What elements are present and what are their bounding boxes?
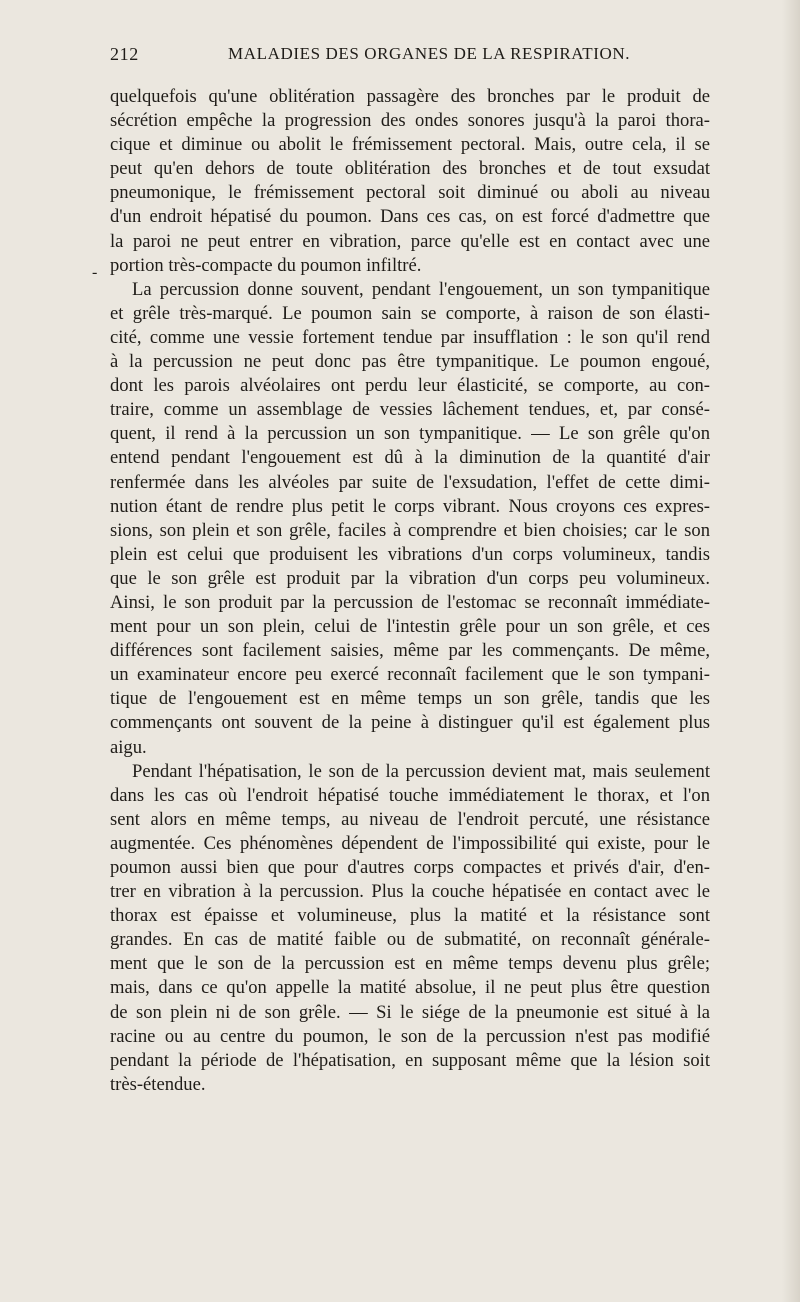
text-line: grandes. En cas de matité faible ou de submatité, on reconnaît générale- xyxy=(110,929,710,951)
text-line: traire, comme un assemblage de vessies lâchement tendues, et, par consé- xyxy=(110,399,710,421)
text-line: pneumonique, le frémissement pectoral soit diminué ou aboli au niveau xyxy=(110,182,710,204)
body-text xyxy=(110,85,710,1097)
text-line: quent, il rend à la percussion un son tympanitique. — Le son grêle qu'on xyxy=(110,423,710,445)
text-line: de son plein ni de son grêle. — Si le siége de la pneumonie est situé à la xyxy=(110,1001,710,1023)
text-line: à la percussion ne peut donc pas être tympanitique. Le poumon engoué, xyxy=(110,351,710,373)
text-line: dans les cas où l'endroit hépatisé touche immédiatement le thorax, et l'on xyxy=(110,784,710,806)
text-line: trer en vibration à la percussion. Plus la couche hépatisée en contact avec le xyxy=(110,881,710,903)
text-line: cique et diminue ou abolit le frémissement pectoral. Mais, outre cela, il se xyxy=(110,134,710,156)
text-line: plein est celui que produisent les vibrations d'un corps volumineux, tandis xyxy=(110,543,710,565)
text-line: portion très-compacte du poumon infiltré. xyxy=(110,254,422,276)
text-line: un examinateur encore peu exercé reconnaît facilement que le son tympani- xyxy=(110,664,710,686)
text-line: Ainsi, le son produit par la percussion de l'estomac se reconnaît immédiate- xyxy=(110,591,710,613)
text-line: renfermée dans les alvéoles par suite de l'exsudation, l'effet de cette dimi- xyxy=(110,471,710,493)
page-header xyxy=(110,44,710,70)
text-line: thorax est épaisse et volumineuse, plus la matité et la résistance sont xyxy=(110,905,710,927)
text-line: ment que le son de la percussion est en même temps devenu plus grêle; xyxy=(110,953,710,975)
text-line: cité, comme une vessie fortement tendue par insufflation : le son qu'il rend xyxy=(110,326,710,348)
text-line: aigu. xyxy=(110,736,147,758)
text-line: sions, son plein et son grêle, faciles à comprendre et bien choisies; car le son xyxy=(110,519,710,541)
margin-mark: - xyxy=(92,264,98,281)
text-line: d'un endroit hépatisé du poumon. Dans ces cas, on est forcé d'admettre que xyxy=(110,206,710,228)
text-line: mais, dans ce qu'on appelle la matité absolue, il ne peut plus être question xyxy=(110,977,710,999)
page-number: 212 xyxy=(110,44,139,64)
text-line: commençants ont souvent de la peine à distinguer qu'il est également plus xyxy=(110,712,710,734)
text-line: poumon aussi bien que pour d'autres corps compactes et privés d'air, d'en- xyxy=(110,857,710,878)
text-line: peut qu'en dehors de toute oblitération des bronches et de tout exsudat xyxy=(110,158,710,180)
paragraph-start-line: Pendant l'hépatisation, le son de la percussion devient mat, mais seulement xyxy=(132,760,710,782)
text-line: quelquefois qu'une oblitération passagère des bronches par le produit de xyxy=(110,86,710,107)
text-line: que le son grêle est produit par la vibration d'un corps peu volumineux. xyxy=(110,567,710,589)
text-line: très-étendue. xyxy=(110,1073,206,1095)
text-line: sécrétion empêche la progression des ondes sonores jusqu'à la paroi thora- xyxy=(110,110,710,132)
text-line: entend pendant l'engouement est dû à la diminution de la quantité d'air xyxy=(110,447,710,469)
text-line: sent alors en même temps, au niveau de l'endroit percuté, une résistance xyxy=(110,808,710,830)
text-line: ment pour un son plein, celui de l'intestin grêle pour un son grêle, et ces xyxy=(110,616,710,638)
text-line: la paroi ne peut entrer en vibration, parce qu'elle est en contact avec une xyxy=(110,230,710,252)
text-line: nution étant de rendre plus petit le corps vibrant. Nous croyons ces expres- xyxy=(110,495,710,517)
text-line: dont les parois alvéolaires ont perdu leur élasticité, se comporte, au con- xyxy=(110,375,710,397)
text-line: racine ou au centre du poumon, le son de la percussion n'est pas modifié xyxy=(110,1025,710,1047)
text-line: pendant la période de l'hépatisation, en supposant même que la lésion soit xyxy=(110,1049,710,1071)
page-edge-shadow xyxy=(782,0,800,1302)
text-line: différences sont facilement saisies, même par les commençants. De même, xyxy=(110,640,710,662)
text-line: et grêle très-marqué. Le poumon sain se comporte, à raison de son élasti- xyxy=(110,302,710,324)
paragraph-start-line: La percussion donne souvent, pendant l'engouement, un son tympanitique xyxy=(132,278,710,300)
text-line: augmentée. Ces phénomènes dépendent de l'impossibilité qui existe, pour le xyxy=(110,832,710,854)
running-title: MALADIES DES ORGANES DE LA RESPIRATION. xyxy=(228,44,631,63)
text-line: tique de l'engouement est en même temps un son grêle, tandis que les xyxy=(110,688,710,710)
